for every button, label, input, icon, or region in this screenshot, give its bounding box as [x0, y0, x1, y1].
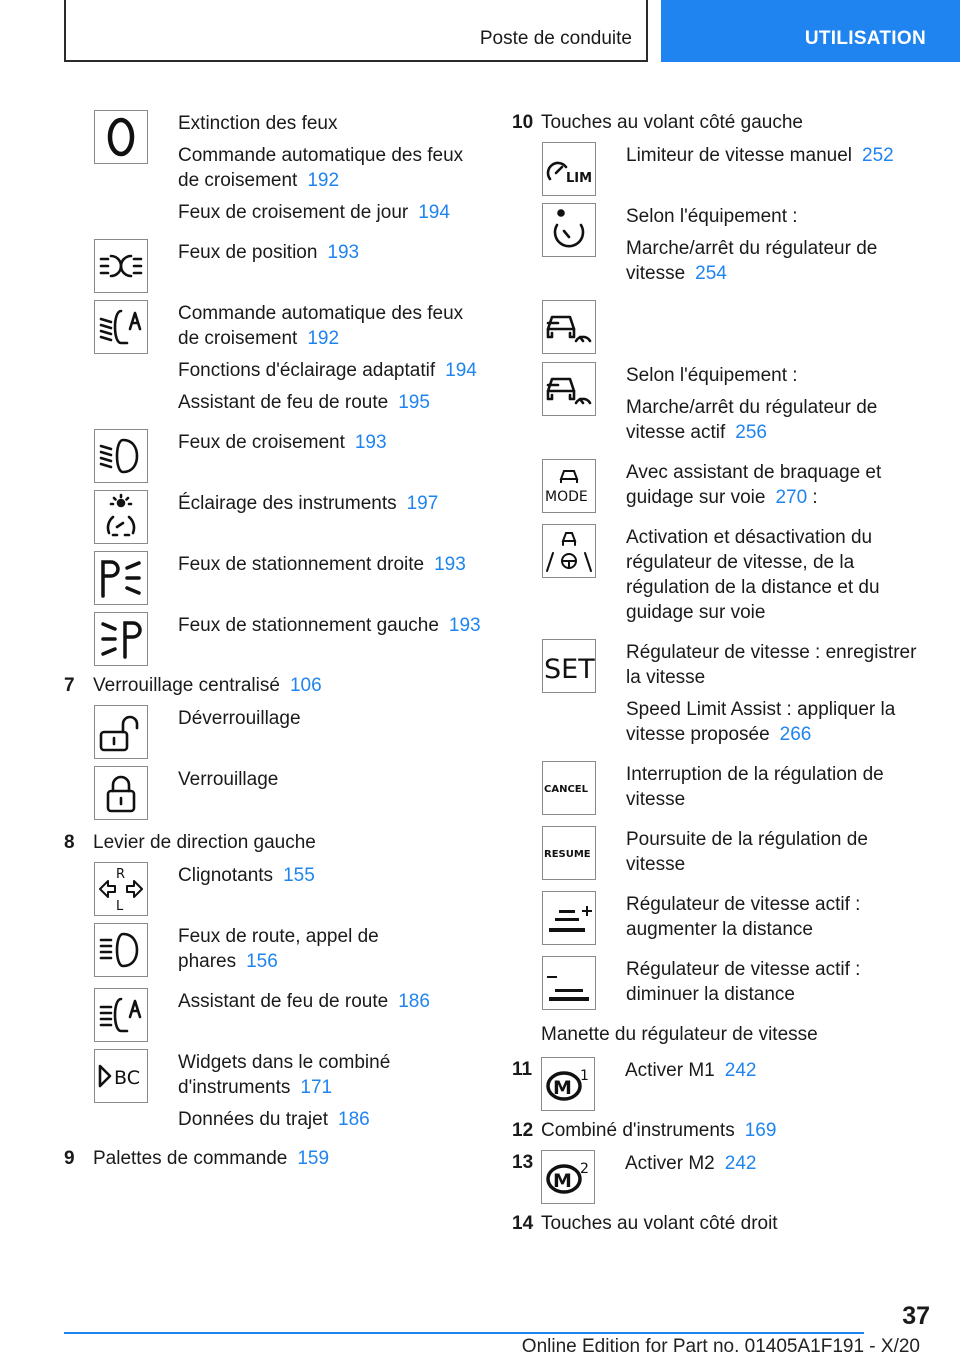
entry-texts	[626, 362, 932, 452]
item-14	[512, 1211, 932, 1236]
entry-line	[178, 1107, 482, 1132]
entry-texts	[178, 1049, 482, 1139]
entry-suffix: :	[807, 487, 818, 508]
entry-text: Feux de croisement de jour	[178, 202, 409, 223]
entry-line	[626, 762, 932, 812]
entry-text: Feux de position	[178, 242, 318, 263]
symbol-entry	[64, 705, 482, 759]
item-number: 13	[512, 1152, 534, 1173]
symbol-entry	[512, 459, 932, 517]
symbol-entry	[512, 761, 932, 819]
svg-text:2: 2	[580, 1161, 589, 1177]
turn-signal-icon	[94, 862, 148, 916]
set-button-icon	[542, 639, 596, 693]
page-ref-link[interactable]: 193	[327, 242, 360, 263]
entry-text: Speed Limit Assist : appliquer la vitesse proposée	[626, 699, 896, 745]
entry-text: Feux de croisement	[178, 432, 345, 453]
entry-line	[626, 697, 932, 747]
item-7-entries	[64, 705, 482, 820]
entry-line	[626, 827, 932, 877]
entry-text: Selon l'équipement :	[626, 206, 798, 227]
item-7	[64, 673, 482, 698]
footer-edition: Online Edition for Part no. 01405A1F191 - X/20	[521, 1336, 920, 1357]
page-ref-link[interactable]: 192	[307, 328, 340, 349]
entry-text: Données du trajet	[178, 1109, 328, 1130]
entry-text: Éclairage des instruments	[178, 493, 397, 514]
page-ref-link[interactable]: 254	[695, 263, 727, 284]
symbol-entry	[512, 203, 932, 293]
section-title: Poste de conduite	[479, 28, 632, 49]
entry-texts	[178, 988, 482, 1042]
auto-headlight-icon	[94, 300, 148, 354]
entry-line	[626, 143, 932, 168]
bc-button-icon	[94, 1049, 148, 1103]
item-number: 12	[512, 1120, 534, 1141]
entry-text: Clignotants	[178, 865, 274, 886]
entry-text: Régulateur de vitesse : enregistrer la vitesse	[626, 642, 917, 688]
svg-text:L: L	[116, 899, 124, 914]
item-12	[512, 1118, 932, 1143]
entry-line	[178, 1050, 482, 1100]
symbol-entry	[64, 300, 482, 422]
page-ref-link[interactable]: 256	[735, 422, 767, 443]
entry-line	[178, 111, 482, 136]
item-number: 14	[512, 1213, 534, 1234]
resume-button-icon	[542, 826, 596, 880]
entry-texts	[626, 459, 932, 517]
entry-line	[178, 430, 482, 455]
page-ref-link[interactable]: 193	[448, 615, 481, 636]
page-ref-link[interactable]: 270	[775, 487, 808, 508]
entry-text: Commande automatique des feux de croisement	[178, 145, 464, 191]
page-ref-link[interactable]: 266	[779, 724, 812, 745]
entry-text: Poursuite de la régulation de vitesse	[626, 829, 868, 875]
symbol-entry	[64, 551, 482, 605]
entry-texts	[626, 826, 932, 884]
entry-line	[178, 301, 482, 351]
entry-texts	[178, 239, 482, 293]
item-label: Verrouillage centralisé	[93, 675, 280, 696]
item-label: Combiné d'instruments	[541, 1120, 735, 1141]
symbol-entry	[64, 1049, 482, 1139]
entry-text: Widgets dans le combiné d'instruments	[178, 1052, 391, 1098]
symbol-entry	[64, 429, 482, 483]
header-chapter-tab	[661, 0, 960, 62]
svg-text:MODE: MODE	[545, 489, 588, 505]
page-ref-link[interactable]: 169	[744, 1120, 777, 1141]
symbol-entry	[64, 766, 482, 820]
svg-text:SET: SET	[544, 654, 595, 685]
entry-text: Assistant de feu de route	[178, 392, 389, 413]
entry-line	[178, 358, 482, 383]
item-8-entries	[64, 862, 482, 1139]
entry-texts	[626, 300, 932, 355]
entry-texts	[178, 429, 482, 483]
svg-text:RESUME: RESUME	[544, 849, 591, 860]
lock-icon	[94, 766, 148, 820]
symbol-entry	[512, 639, 932, 754]
instrument-lighting-icon	[94, 490, 148, 544]
lane-assist-icon	[542, 524, 596, 578]
entry-line	[626, 363, 932, 388]
right-entries	[512, 142, 932, 1014]
entry-line	[626, 892, 932, 942]
svg-text:M: M	[553, 1077, 572, 1099]
entry-text: Verrouillage	[178, 769, 279, 790]
page-ref-link[interactable]: 242	[724, 1153, 757, 1174]
entry-line	[626, 204, 932, 229]
item-label: Levier de direction gauche	[93, 832, 316, 853]
svg-text:CANCEL: CANCEL	[544, 784, 588, 795]
entry-texts	[178, 705, 482, 759]
symbol-entry	[512, 891, 932, 949]
entry-line	[178, 143, 482, 193]
speed-limiter-icon	[542, 142, 596, 196]
parking-lights-icon	[94, 239, 148, 293]
entry-line	[626, 957, 932, 1007]
entry-text: Activation et désactivation du régulateur de vitesse, de la régulation de la distance et du guidage sur voie	[626, 527, 880, 623]
entry-texts	[626, 524, 932, 632]
page-ref-link[interactable]: 197	[406, 493, 439, 514]
low-beam-icon	[94, 429, 148, 483]
entry-texts	[626, 203, 932, 293]
item-8	[64, 830, 482, 855]
entry-texts	[178, 923, 482, 981]
symbol-entry	[64, 923, 482, 981]
entry-texts	[178, 612, 482, 666]
entry-texts	[626, 142, 932, 196]
right-column	[512, 110, 932, 1243]
item-number: 9	[64, 1148, 75, 1169]
symbol-entry	[64, 988, 482, 1042]
page-number: 37	[902, 1302, 930, 1330]
item-number: 8	[64, 832, 75, 853]
entry-texts	[626, 891, 932, 949]
entry-line	[178, 200, 482, 225]
m1-button-icon	[541, 1057, 595, 1111]
entry-text: Limiteur de vitesse manuel	[626, 145, 852, 166]
high-beam-icon	[94, 923, 148, 977]
entry-text: Avec assistant de braquage et guidage sur voie	[626, 462, 882, 508]
header-section-box	[64, 0, 648, 62]
entry-line	[626, 640, 932, 690]
page-ref-link[interactable]: 171	[300, 1077, 333, 1098]
page-ref-link[interactable]: 193	[434, 554, 466, 575]
symbol-entry	[64, 239, 482, 293]
page-ref-link[interactable]: 159	[297, 1148, 330, 1169]
svg-text:LIM: LIM	[566, 171, 593, 186]
entry-text: Régulateur de vitesse actif : augmenter la distance	[626, 894, 861, 940]
svg-text:1: 1	[580, 1068, 589, 1084]
entry-text: Assistant de feu de route	[178, 991, 389, 1012]
entry-texts	[626, 956, 932, 1014]
symbol-entry	[512, 524, 932, 632]
item-10	[512, 110, 932, 135]
entry-line	[178, 989, 482, 1014]
page-ref-link[interactable]: 186	[338, 1109, 370, 1130]
page-ref-link[interactable]: 192	[307, 170, 340, 191]
entry-text: Commande automatique des feux de croisement	[178, 303, 464, 349]
svg-text:M: M	[553, 1170, 572, 1192]
page-ref-link[interactable]: 194	[445, 360, 477, 381]
entry-line	[626, 525, 932, 625]
item-label: Palettes de commande	[93, 1148, 288, 1169]
left-entries	[64, 110, 482, 666]
cruise-control-icon	[542, 203, 596, 257]
symbol-entry	[512, 300, 932, 355]
distance-decrease-icon	[542, 956, 596, 1010]
parking-light-left-icon	[94, 612, 148, 666]
item-9	[64, 1146, 482, 1171]
entry-line	[178, 390, 482, 415]
symbol-entry	[64, 612, 482, 666]
symbol-entry	[64, 862, 482, 916]
entry-text: Selon l'équipement :	[626, 365, 798, 386]
entry-line	[626, 395, 932, 445]
entry-text: Interruption de la régulation de vitesse	[626, 764, 884, 810]
item-11	[512, 1057, 932, 1111]
footer-rule	[64, 1332, 864, 1334]
entry-texts	[178, 862, 482, 916]
left-column	[64, 110, 482, 1178]
entry-line	[178, 491, 482, 516]
page-ref-link[interactable]: 242	[724, 1060, 757, 1081]
entry-line	[178, 613, 482, 638]
chapter-title: UTILISATION	[804, 28, 926, 49]
item-13	[512, 1150, 932, 1204]
svg-text:BC: BC	[114, 1067, 140, 1089]
entry-texts	[178, 300, 482, 422]
item-label: Touches au volant côté gauche	[541, 112, 803, 133]
svg-text:R: R	[116, 867, 126, 882]
entry-text: Régulateur de vitesse actif : diminuer la distance	[626, 959, 861, 1005]
entry-line	[626, 460, 932, 510]
cruise-lever-caption: Manette du régulateur de vitesse	[541, 1024, 818, 1045]
entry-text: Extinction des feux	[178, 113, 338, 134]
unlock-icon	[94, 705, 148, 759]
entry-text: Feux de stationnement droite	[178, 554, 425, 575]
entry-text: Marche/arrêt du régulateur de vitesse	[626, 238, 878, 284]
symbol-entry	[512, 142, 932, 196]
entry-texts	[178, 766, 482, 820]
entry-line	[626, 236, 932, 286]
page-ref-link[interactable]: 106	[289, 675, 322, 696]
entry-text: Déverrouillage	[178, 708, 301, 729]
entry-line	[178, 767, 482, 792]
symbol-entry	[64, 110, 482, 232]
entry-text: Activer M1	[625, 1060, 715, 1081]
page-ref-link[interactable]: 186	[398, 991, 430, 1012]
page-ref-link[interactable]: 155	[283, 865, 315, 886]
entry-texts	[626, 639, 932, 754]
entry-texts	[626, 761, 932, 819]
active-cruise-icon-b	[542, 362, 596, 416]
page-ref-link[interactable]: 156	[246, 951, 278, 972]
entry-text: Fonctions d'éclairage adaptatif	[178, 360, 436, 381]
high-beam-assistant-icon	[94, 988, 148, 1042]
parking-light-right-icon	[94, 551, 148, 605]
item-label: Touches au volant côté droit	[541, 1213, 778, 1234]
page-ref-link[interactable]: 252	[862, 145, 894, 166]
page-ref-link[interactable]: 195	[398, 392, 430, 413]
active-cruise-icon-a	[542, 300, 596, 354]
entry-text: Marche/arrêt du régulateur de vitesse actif	[626, 397, 878, 443]
entry-line	[178, 863, 482, 888]
entry-text: Activer M2	[625, 1153, 715, 1174]
symbol-entry	[512, 362, 932, 452]
symbol-entry	[64, 490, 482, 544]
entry-line	[178, 240, 482, 265]
symbol-entry	[512, 826, 932, 884]
item-number: 11	[512, 1059, 533, 1080]
mode-button-icon	[542, 459, 596, 513]
entry-texts	[178, 490, 482, 544]
entry-line	[178, 706, 482, 731]
page-ref-link[interactable]: 193	[354, 432, 387, 453]
entry-text: Feux de route, appel de phares	[178, 926, 379, 972]
entry-line	[178, 924, 482, 974]
page-ref-link[interactable]: 194	[418, 202, 450, 223]
symbol-entry	[512, 956, 932, 1014]
entry-texts	[178, 551, 482, 605]
entry-line	[178, 552, 482, 577]
entry-texts	[178, 110, 482, 232]
entry-text: Feux de stationnement gauche	[178, 615, 439, 636]
cancel-button-icon	[542, 761, 596, 815]
zero-position-icon	[94, 110, 148, 164]
m2-button-icon	[541, 1150, 595, 1204]
item-number: 10	[512, 112, 534, 133]
distance-increase-icon	[542, 891, 596, 945]
item-number: 7	[64, 675, 75, 696]
